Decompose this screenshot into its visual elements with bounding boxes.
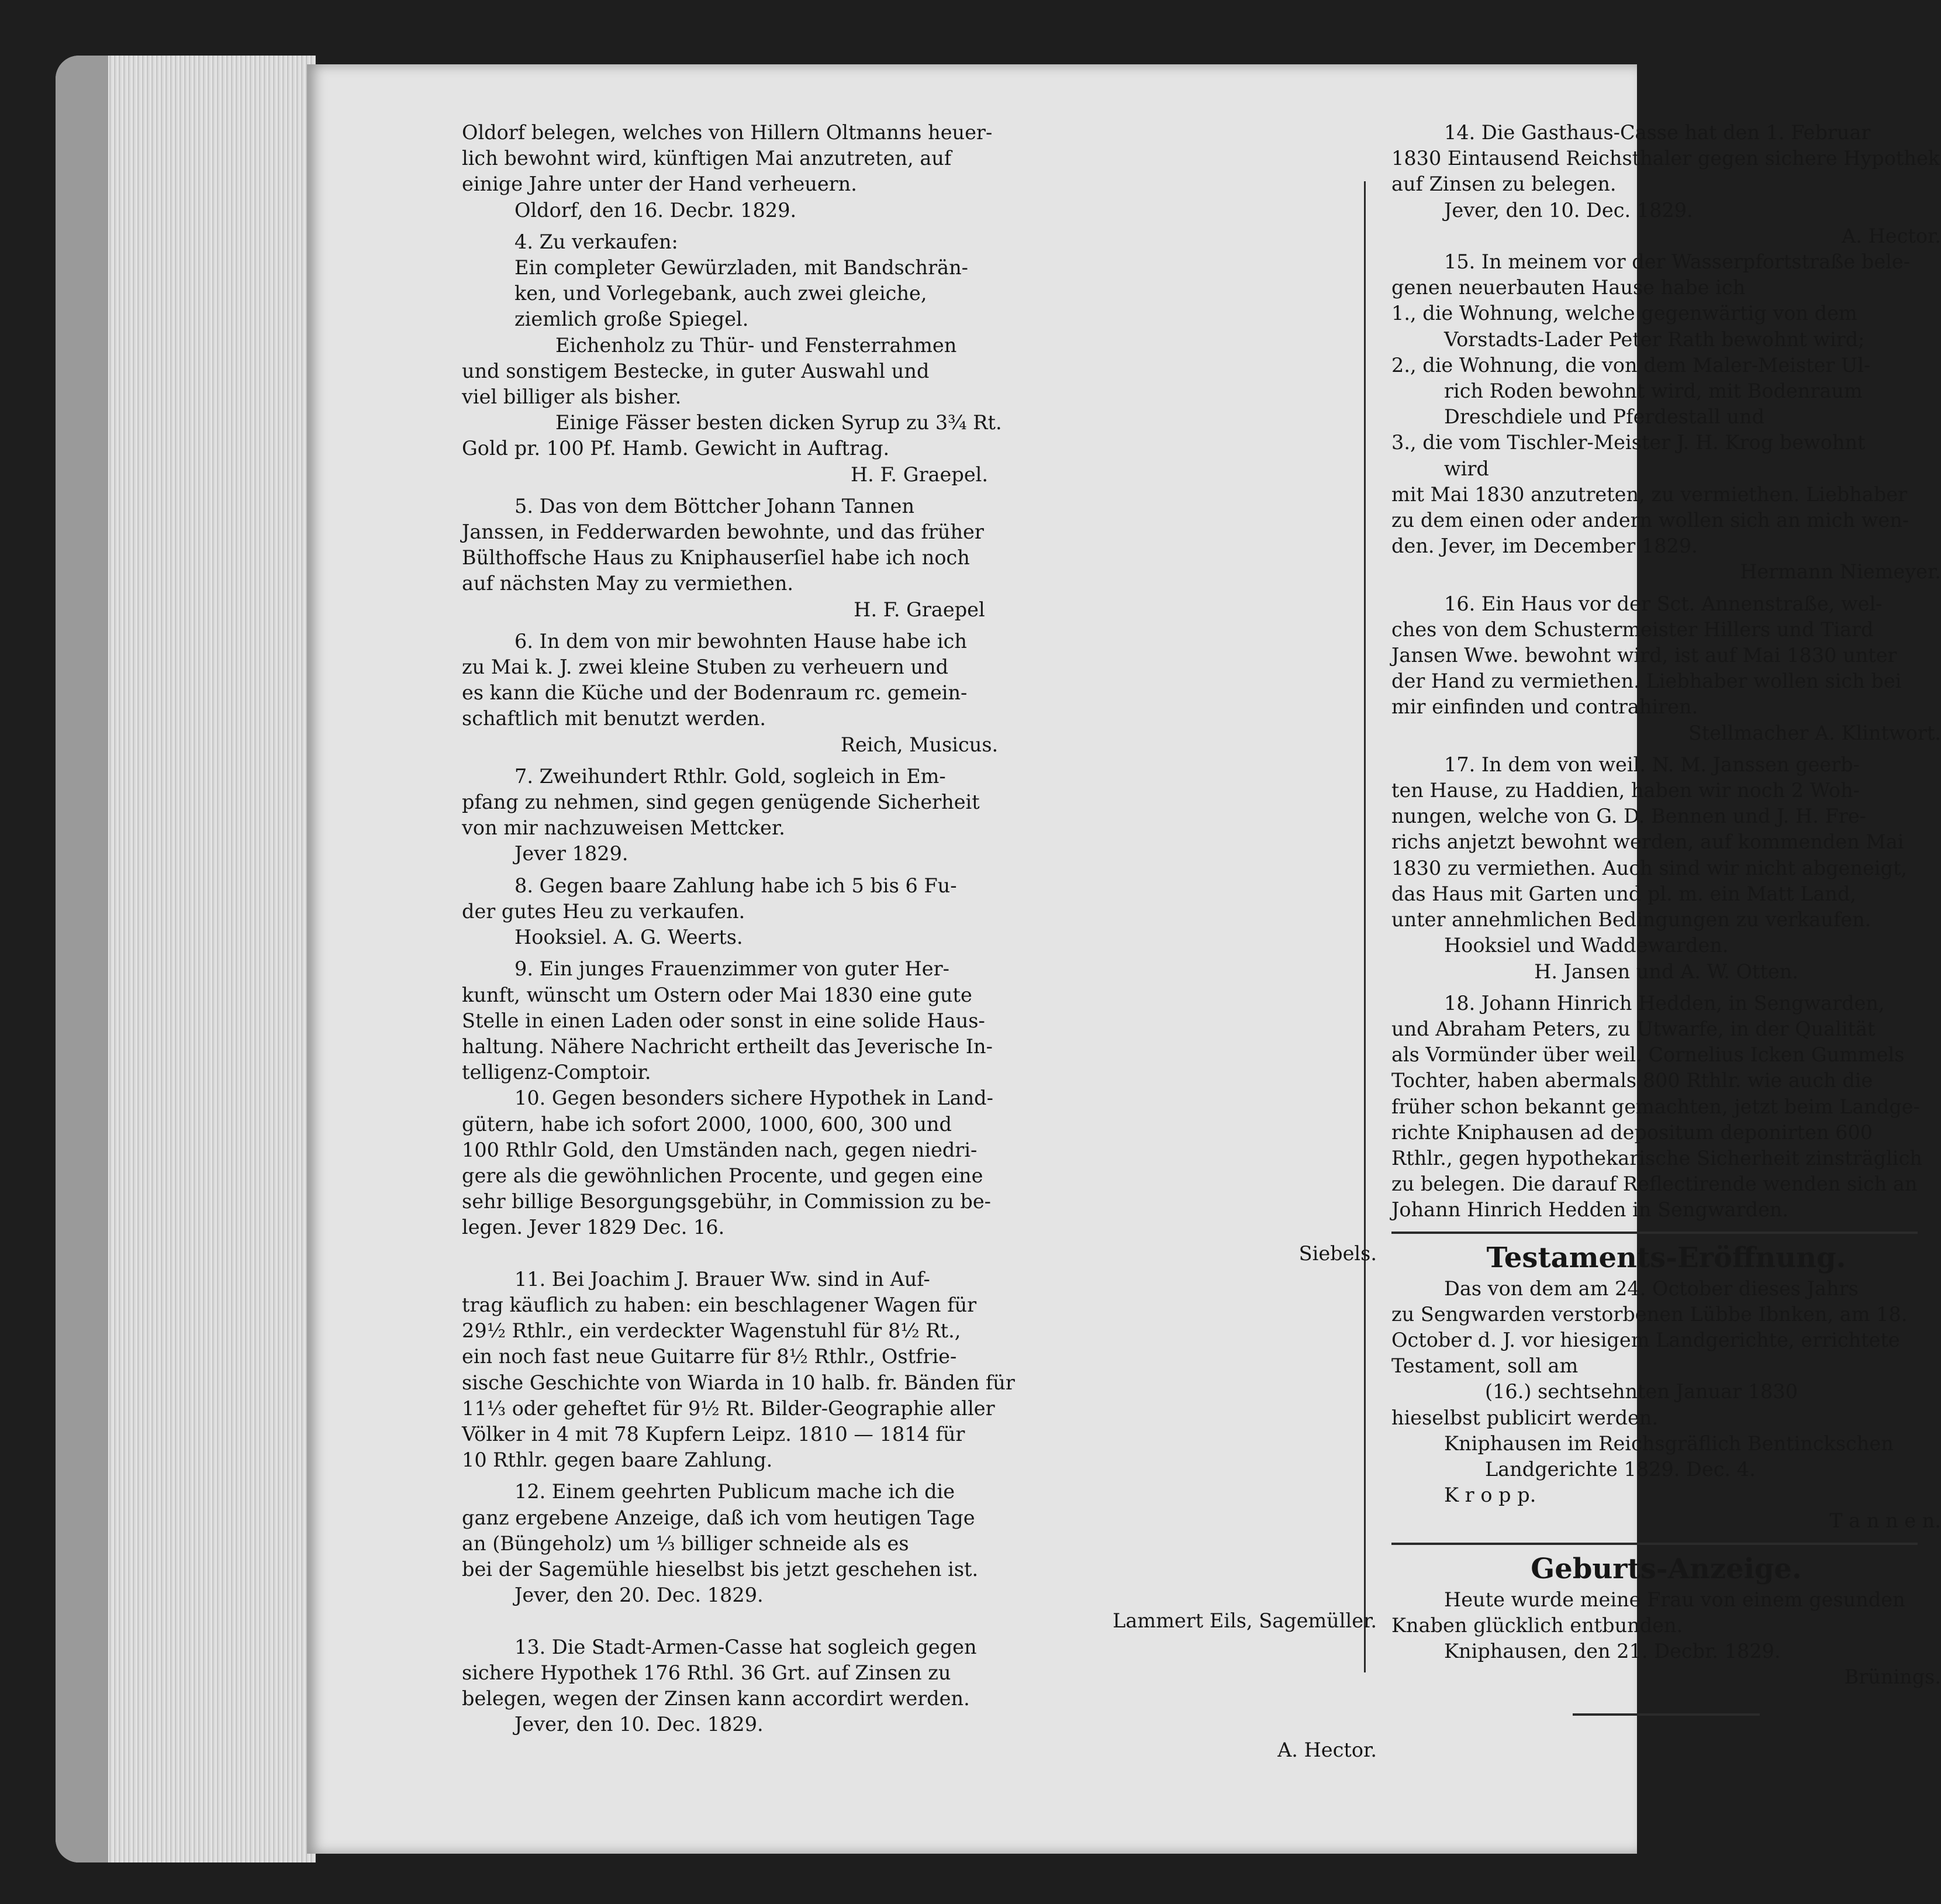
- text-line: 3., die vom Tischler-Meister J. H. Krog bewohnt: [1391, 431, 1866, 454]
- text-line: 100 Rthlr Gold, den Umständen nach, gegen niedri-: [462, 1138, 978, 1161]
- text-line: und sonstigem Bestecke, in guter Auswahl und: [462, 359, 930, 382]
- text-line: lich bewohnt wird, künftigen Mai anzutreten, auf: [462, 147, 952, 170]
- text-line: 11⅓ oder geheftet für 9½ Rt. Bilder-Geographie aller: [462, 1396, 995, 1420]
- text-line: Hooksiel und Waddewarden.: [1444, 934, 1729, 957]
- text-line: Ein completer Gewürzladen, mit Bandschrän-: [514, 256, 968, 280]
- text-line: sehr billige Besorgungsgebühr, in Commission zu be-: [462, 1190, 991, 1213]
- text-line: H. Jansen und A. W. Otten.: [1534, 960, 1798, 983]
- text-line: (16.) sechtsehnten Januar 1830: [1485, 1380, 1798, 1403]
- text-line: October d. J. vor hiesigem Landgerichte, errichtete: [1391, 1328, 1900, 1351]
- text-line: den. Jever, im December 1829.: [1391, 534, 1698, 558]
- text-line: Hooksiel. A. G. Weerts.: [514, 926, 743, 949]
- text-line: rich Roden bewohnt wird, mit Bodenraum: [1444, 380, 1863, 403]
- text-line: 29½ Rthlr., ein verdeckter Wagenstuhl für 8½ Rt.,: [462, 1319, 961, 1343]
- birth-heading: Geburts-Anzeige.: [1531, 1552, 1802, 1585]
- text-line: Oldorf, den 16. Decbr. 1829.: [514, 198, 797, 222]
- text-line: 4. Zu verkaufen:: [514, 230, 678, 253]
- text-line: viel billiger als bisher.: [462, 385, 682, 409]
- text-line: Rthlr., gegen hypothekarische Sicherheit zinsträglich: [1391, 1146, 1922, 1170]
- text-line: 12. Einem geehrten Publicum mache ich die: [514, 1480, 955, 1503]
- text-line: Jever 1829.: [514, 842, 628, 865]
- paragraph-gap: [462, 950, 1377, 956]
- text-line: Jansen Wwe. bewohnt wird, ist auf Mai 1830 unter: [1391, 644, 1897, 667]
- text-line: K r o p p.: [1444, 1484, 1536, 1507]
- paragraph-gap: [462, 623, 1377, 629]
- paragraph-gap: [1391, 985, 1941, 991]
- text-line: sichere Hypothek 176 Rthl. 36 Grt. auf Zinsen zu: [462, 1661, 951, 1684]
- text-line: 15. In meinem vor der Wasserpfortstraße bele-: [1444, 250, 1911, 274]
- left-column: [462, 120, 1377, 1764]
- text-line: Bülthoffsche Haus zu Kniphauserſiel habe ich noch: [462, 546, 970, 570]
- text-line: legen. Jever 1829 Dec. 16.: [462, 1216, 725, 1239]
- text-line: Vorstadts-Lader Peter Rath bewohnt wird;: [1444, 327, 1865, 351]
- text-line: Stelle in einen Laden oder sonst in eine solide Haus-: [462, 1009, 985, 1032]
- text-line: Eichenholz zu Thür- und Fensterrahmen: [555, 333, 957, 357]
- text-line: 6. In dem von mir bewohnten Hause habe ich: [514, 629, 967, 653]
- text-line: 10 Rthlr. gegen baare Zahlung.: [462, 1448, 773, 1472]
- text-line: an (Büngeholz) um ⅓ billiger schneide als es: [462, 1532, 909, 1555]
- paragraph-gap: [462, 758, 1377, 764]
- text-line: ein noch fast neue Guitarre für 8½ Rthlr., Ostfrie-: [462, 1345, 957, 1368]
- text-line: Einige Fässer besten dicken Syrup zu 3¾ Rt.: [555, 411, 1002, 434]
- text-line: Heute wurde meine Frau von einem gesunden: [1444, 1588, 1905, 1611]
- text-line: A. Hector.: [1842, 224, 1941, 247]
- text-line: ziemlich große Spiegel.: [514, 308, 749, 331]
- text-line: Jever, den 20. Dec. 1829.: [514, 1584, 764, 1607]
- text-line: zu belegen. Die darauf Reflectirende wenden sich an: [1391, 1172, 1918, 1196]
- text-line: 5. Das von dem Böttcher Johann Tannen: [514, 494, 915, 518]
- testament-notice: [1391, 1276, 1941, 1534]
- paragraph-gap: [462, 488, 1377, 494]
- paragraph-gap: [462, 867, 1377, 873]
- text-line: H. F. Graepel: [854, 598, 985, 621]
- text-line: 17. In dem von weil. N. M. Janssen geerb-: [1444, 753, 1860, 776]
- text-line: richs anjetzt bewohnt werden, auf kommenden Mai: [1391, 830, 1904, 854]
- text-line: Landgerichte 1829. Dec. 4.: [1485, 1457, 1756, 1481]
- text-line: mit Mai 1830 anzutreten, zu vermiethen. Liebhaber: [1391, 482, 1908, 506]
- right-column-notices: [1391, 120, 1941, 1223]
- text-line: Völker in 4 mit 78 Kupfern Leipz. 1810 — 1814 für: [462, 1422, 965, 1446]
- text-line: richte Kniphausen ad depositum deponirten 600: [1391, 1120, 1873, 1144]
- text-line: sische Geschichte von Wiarda in 10 halb. fr. Bänden für: [462, 1371, 1015, 1394]
- text-line: 1830 zu vermiethen. Auch sind wir nicht abgeneigt,: [1391, 856, 1908, 879]
- closing-rule: [1573, 1713, 1760, 1716]
- text-line: Janssen, in Fedderwarden bewohnte, und das früher: [462, 520, 984, 544]
- text-line: Siebels.: [1298, 1241, 1377, 1265]
- text-line: auf Zinsen zu belegen.: [1391, 173, 1617, 196]
- paragraph-gap: [1391, 585, 1941, 591]
- text-line: wird: [1444, 457, 1489, 480]
- newspaper-page: [307, 64, 1941, 1854]
- text-line: T a n n e n.: [1829, 1509, 1941, 1533]
- text-line: 16. Ein Haus vor der Sct. Annenstraße, wel-: [1444, 592, 1883, 615]
- text-line: Tochter, haben abermals 800 Rthlr. wie auch die: [1391, 1069, 1873, 1092]
- text-line: Jever, den 10. Dec. 1829.: [514, 1713, 764, 1736]
- text-line: 9. Ein junges Frauenzimmer von guter Her-: [514, 957, 949, 981]
- text-line: telligenz-Comptoir.: [462, 1061, 651, 1084]
- text-line: gütern, habe ich sofort 2000, 1000, 600, 300 und: [462, 1112, 952, 1136]
- text-line: nungen, welche von G. D. Bennen und J. H. Fre-: [1391, 805, 1866, 828]
- text-line: pfang zu nehmen, sind gegen genügende Sicherheit: [462, 791, 980, 814]
- text-line: Jever, den 10. Dec. 1829.: [1444, 198, 1693, 222]
- text-line: belegen, wegen der Zinsen kann accordirt werden.: [462, 1686, 970, 1710]
- testament-heading: Testaments-Eröffnung.: [1486, 1241, 1846, 1274]
- right-column: [1391, 120, 1941, 1716]
- text-line: als Vormünder über weil. Cornelius Icken Gummels: [1391, 1043, 1905, 1067]
- text-line: Kniphausen im Reichsgräflich Bentinckschen: [1444, 1432, 1894, 1455]
- text-line: Knaben glücklich entbunden.: [1391, 1613, 1683, 1637]
- text-line: und Abraham Peters, zu Utwarfe, in der Qualität: [1391, 1017, 1876, 1040]
- text-line: Reich, Musicus.: [840, 733, 999, 756]
- section-rule: [1391, 1543, 1918, 1545]
- text-line: unter annehmlichen Bedingungen zu verkaufen.: [1391, 908, 1871, 932]
- text-line: Oldorf belegen, welches von Hillern Oltmanns heuer-: [462, 121, 993, 144]
- text-line: 2., die Wohnung, die von dem Maler-Meister Ul-: [1391, 353, 1871, 377]
- text-line: ganz ergebene Anzeige, daß ich vom heutigen Tage: [462, 1506, 975, 1529]
- text-line: Stellmacher A. Klintwort.: [1688, 721, 1941, 744]
- text-line: Testament, soll am: [1391, 1354, 1579, 1378]
- text-line: ken, und Vorlegebank, auch zwei gleiche,: [514, 282, 927, 305]
- text-line: H. F. Graepel.: [850, 463, 989, 486]
- text-line: 1830 Eintausend Reichsthaler gegen sichere Hypothek: [1391, 147, 1940, 170]
- text-line: Lammert Eils, Sagemüller.: [1113, 1609, 1377, 1633]
- text-line: 8. Gegen baare Zahlung habe ich 5 bis 6 Fu-: [514, 874, 957, 897]
- text-line: das Haus mit Garten und pl. m. ein Matt Land,: [1391, 882, 1856, 905]
- text-line: von mir nachzuweisen Mettcker.: [462, 816, 785, 840]
- text-line: der Hand zu vermiethen. Liebhaber wollen sich bei: [1391, 670, 1902, 693]
- text-line: auf nächsten May zu vermiethen.: [462, 572, 794, 595]
- text-line: zu Sengwarden verstorbenen Lübbe Ibnken, am 18.: [1391, 1302, 1908, 1326]
- text-line: gere als die gewöhnlichen Procente, und gegen eine: [462, 1164, 983, 1187]
- text-line: A. Hector.: [1277, 1739, 1377, 1762]
- text-line: 13. Die Stadt-Armen-Casse hat sogleich gegen: [514, 1635, 977, 1658]
- text-line: ten Hause, zu Haddien, haben wir noch 2 Woh-: [1391, 779, 1860, 802]
- text-line: zu Mai k. J. zwei kleine Stuben zu verheuern und: [462, 656, 949, 679]
- text-line: hieselbst publicirt werden.: [1391, 1406, 1659, 1429]
- text-line: 1., die Wohnung, welche gegenwärtig von dem: [1391, 302, 1857, 325]
- book-spine: [56, 56, 108, 1862]
- text-line: früher schon bekannt gemachten, jetzt beim Landge-: [1391, 1095, 1920, 1118]
- text-line: Johann Hinrich Hedden in Sengwarden.: [1391, 1198, 1789, 1222]
- text-line: Hermann Niemeyer.: [1740, 560, 1941, 584]
- text-line: der gutes Heu zu verkaufen.: [462, 899, 745, 923]
- text-line: Dreschdiele und Pferdestall und: [1444, 405, 1764, 429]
- text-line: einige Jahre unter der Hand verheuern.: [462, 173, 857, 196]
- paragraph-gap: [1391, 746, 1941, 752]
- text-line: zu dem einen oder andern wollen sich an mich wen-: [1391, 509, 1909, 532]
- text-line: bei der Sagemühle hieselbst bis jetzt geschehen ist.: [462, 1557, 979, 1581]
- text-line: ches von dem Schustermeister Hillers und Tiard: [1391, 618, 1874, 641]
- text-line: 14. Die Gasthaus-Casse hat den 1. Februar: [1444, 121, 1871, 144]
- text-line: Das von dem am 24. October dieses Jahrs: [1444, 1277, 1859, 1300]
- text-line: 11. Bei Joachim J. Brauer Ww. sind in Auf-: [514, 1267, 930, 1291]
- text-line: Brünings.: [1844, 1665, 1941, 1689]
- text-line: haltung. Nähere Nachricht ertheilt das Jeverische In-: [462, 1034, 993, 1058]
- text-line: Gold pr. 100 Pf. Hamb. Gewicht in Auftrag.: [462, 437, 890, 460]
- text-line: mir einfinden und contrahiren.: [1391, 695, 1698, 719]
- paragraph-gap: [462, 1473, 1377, 1479]
- text-line: kunft, wünscht um Ostern oder Mai 1830 eine gute: [462, 983, 972, 1006]
- paragraph-gap: [462, 223, 1377, 229]
- birth-notice: [1391, 1587, 1941, 1691]
- text-line: genen neuerbauten Hause habe ich: [1391, 276, 1746, 299]
- text-line: schaftlich mit benutzt werden.: [462, 707, 766, 730]
- text-line: es kann die Küche und der Bodenraum rc. gemein-: [462, 681, 968, 705]
- text-line: 18. Johann Hinrich Hedden, in Sengwarden,: [1444, 991, 1885, 1015]
- text-line: 10. Gegen besonders sichere Hypothek in Land-: [514, 1086, 993, 1110]
- section-rule: [1391, 1232, 1918, 1234]
- text-line: 7. Zweihundert Rthlr. Gold, sogleich in Em-: [514, 764, 946, 788]
- text-line: trag käuflich zu haben: ein beschlagener Wagen für: [462, 1293, 977, 1316]
- text-line: Kniphausen, den 21. Decbr. 1829.: [1444, 1639, 1781, 1662]
